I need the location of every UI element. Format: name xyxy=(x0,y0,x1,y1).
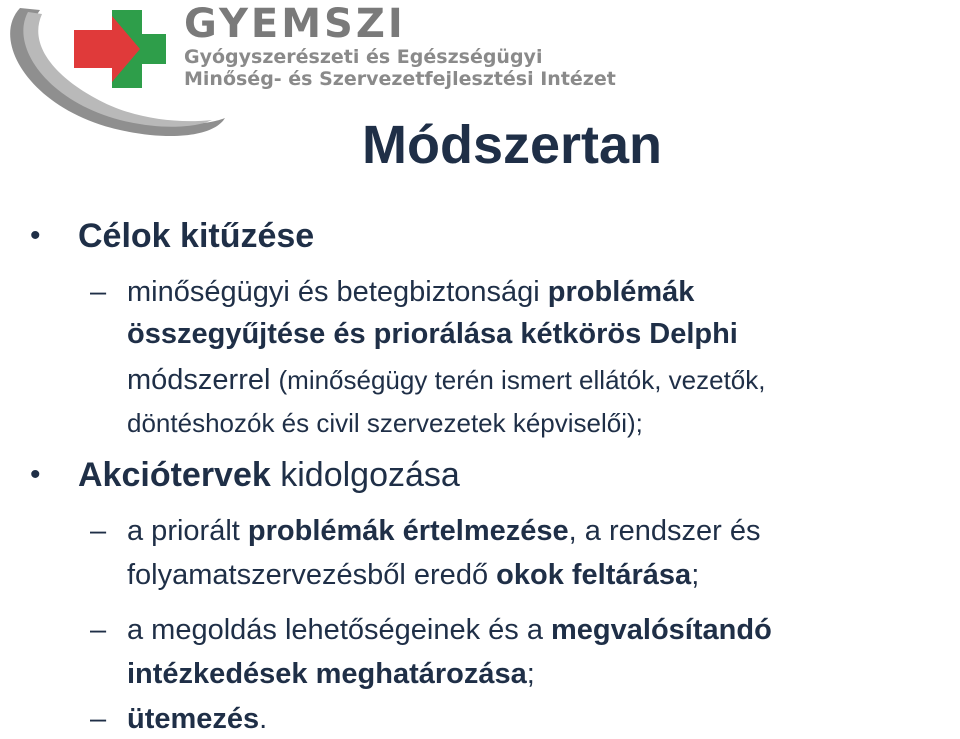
brand-subtitle-line2: Minőség- és Szervezetfejlesztési Intézet xyxy=(184,68,616,90)
text-run-bold: problémák xyxy=(547,276,695,308)
bullet-dot: • xyxy=(30,219,41,252)
subitem-line xyxy=(127,360,766,400)
text-run: minőségügyi és betegbiztonsági xyxy=(127,276,548,308)
text-run: (minőségügy terén ismert ellátók, vezetők, xyxy=(278,365,766,395)
text-run-bold: Akciótervek xyxy=(78,456,271,494)
text-run: ; xyxy=(526,658,535,690)
subitem-line xyxy=(127,272,694,312)
text-run-bold: problémák értelmezése xyxy=(247,515,569,547)
bullet-title: Célok kitűzése xyxy=(78,217,315,255)
slide-title: Módszertan xyxy=(362,115,663,175)
text-run-bold: összegyűjtése és priorálása kétkörös Delphi xyxy=(127,318,738,350)
subitem-line xyxy=(127,314,738,354)
subitem-line xyxy=(127,654,535,694)
text-run: kidolgozása xyxy=(270,456,460,494)
subitem-line xyxy=(127,511,761,551)
brand-name: GYEMSZI xyxy=(184,1,406,47)
text-run: ; xyxy=(691,559,700,591)
subitem-line xyxy=(127,699,267,739)
text-run: . xyxy=(259,703,268,735)
text-run: a priorált xyxy=(127,515,248,547)
bullet-dot: • xyxy=(30,458,41,491)
text-run: , a rendszer és xyxy=(568,515,761,547)
subitem-line xyxy=(127,610,772,650)
text-run: a megoldás lehetőségeinek és a xyxy=(127,614,552,646)
dash-marker: – xyxy=(90,515,107,547)
bullet-title xyxy=(78,453,460,497)
text-run: döntéshozók és civil szervezetek képviselői); xyxy=(127,408,643,438)
brand-subtitle-line1: Gyógyszerészeti és Egészségügyi xyxy=(184,46,543,68)
dash-marker: – xyxy=(90,276,107,308)
text-run-bold: okok feltárása xyxy=(496,559,692,591)
subitem-line xyxy=(127,403,643,443)
dash-marker: – xyxy=(90,614,107,646)
text-run-bold: intézkedések meghatározása xyxy=(127,658,527,690)
dash-marker: – xyxy=(90,703,107,735)
text-run-bold: megvalósítandó xyxy=(551,614,772,646)
text-run-bold: ütemezés xyxy=(127,703,260,735)
subitem-line xyxy=(127,555,699,595)
text-run: módszerrel xyxy=(127,364,279,396)
text-run: folyamatszervezésből eredő xyxy=(127,559,497,591)
